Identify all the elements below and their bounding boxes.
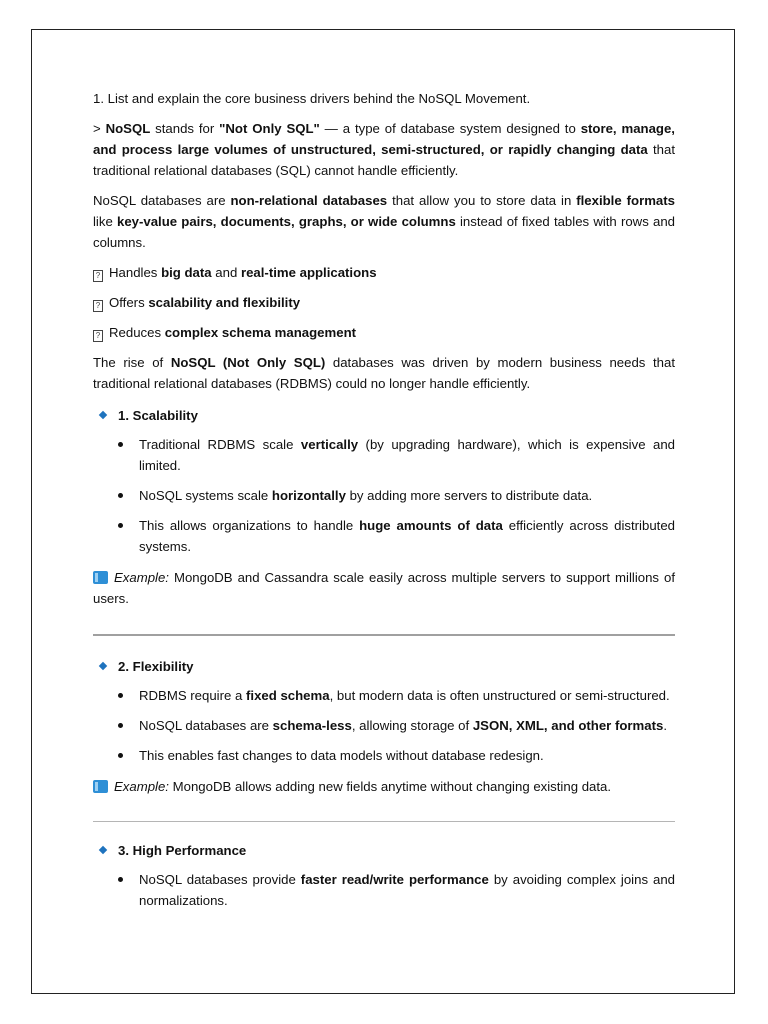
text-span: that traditional relational databases (SQL) cannot handle efficiently. — [93, 142, 675, 178]
text-span: , allowing storage of — [351, 718, 473, 733]
section-heading-flexibility — [93, 656, 675, 677]
text-span: stands for — [150, 121, 220, 136]
checkbox-glyph-icon: ? — [93, 270, 103, 282]
document-body — [93, 88, 675, 921]
text-span: RDBMS require a — [139, 688, 247, 703]
text-span: This allows organizations to handle — [139, 518, 360, 533]
example-label: Example: — [114, 779, 169, 794]
text-span: NoSQL systems scale — [139, 488, 272, 503]
bullet-dot-icon — [118, 753, 123, 758]
checkbox-glyph-icon: ? — [93, 300, 103, 312]
heading-text: 1. Scalability — [118, 408, 198, 423]
bold-span: key-value pairs, documents, graphs, or wide columns — [116, 214, 456, 229]
bold-span: faster read/write performance — [300, 872, 489, 887]
text-span: NoSQL databases provide — [139, 872, 301, 887]
text-span: like — [93, 214, 117, 229]
text-span: that allow you to store data in — [387, 193, 577, 208]
text-span: Handles — [109, 265, 162, 280]
text-span: MongoDB and Cassandra scale easily across multiple servers to support millions of users. — [93, 570, 675, 606]
bold-span: horizontally — [271, 488, 346, 503]
bold-span: NoSQL — [105, 121, 151, 136]
check-item-scalability — [93, 292, 675, 313]
document-page — [31, 29, 735, 994]
text-span: > — [93, 121, 106, 136]
text-span: databases was driven by modern business needs that traditional relational databases (RDBMS) could no longer handle efficiently. — [93, 355, 676, 391]
bold-span: huge amounts of data — [359, 518, 503, 533]
text-span: This enables fast changes to data models without database redesign. — [139, 748, 544, 763]
text-span: Offers — [109, 295, 149, 310]
section-divider — [93, 821, 675, 822]
bold-span: flexible formats — [576, 193, 675, 208]
bullet-dot-icon — [118, 723, 123, 728]
scalability-bullet-list — [93, 434, 675, 557]
check-item-big-data — [93, 262, 675, 283]
text-span: NoSQL databases are — [139, 718, 273, 733]
example-flexibility — [93, 776, 675, 797]
checkbox-glyph-icon: ? — [93, 330, 103, 342]
bullet-dot-icon — [118, 523, 123, 528]
flexibility-bullet-list — [93, 685, 675, 766]
rise-of-nosql-paragraph — [93, 352, 675, 394]
question-heading: 1. List and explain the core business drivers behind the NoSQL Movement. — [93, 91, 531, 106]
text-span: by adding more servers to distribute data. — [345, 488, 593, 503]
bold-span: scalability and flexibility — [148, 295, 301, 310]
list-item — [139, 515, 675, 557]
list-item — [139, 434, 675, 476]
check-item-schema — [93, 322, 675, 343]
nosql-formats-paragraph — [93, 190, 675, 253]
text-span: by avoiding complex joins and normalizations. — [139, 872, 676, 908]
list-item — [139, 869, 675, 911]
text-span: — a type of database system designed to — [319, 121, 581, 136]
section-divider — [93, 634, 675, 636]
text-span: MongoDB allows adding new fields anytime without changing existing data. — [168, 779, 612, 794]
bold-span: schema-less — [272, 718, 352, 733]
text-span: (by upgrading hardware), which is expensive and limited. — [139, 437, 676, 473]
text-span: NoSQL databases are — [93, 193, 231, 208]
book-icon — [93, 780, 108, 793]
diamond-bullet-icon — [99, 411, 107, 419]
text-span: efficiently across distributed systems. — [139, 518, 675, 554]
text-span: and — [211, 265, 241, 280]
text-span: , but modern data is often unstructured or semi-structured. — [329, 688, 670, 703]
bullet-dot-icon — [118, 493, 123, 498]
bold-span: complex schema management — [164, 325, 357, 340]
bold-span: store, manage, and process large volumes of unstructured, semi-structured, or rapidly changing data — [93, 121, 675, 157]
bullet-dot-icon — [118, 693, 123, 698]
list-item — [139, 485, 675, 506]
bold-span: big data — [161, 265, 212, 280]
bold-span: non-relational databases — [230, 193, 388, 208]
text-span: Reduces — [109, 325, 165, 340]
diamond-bullet-icon — [99, 846, 107, 854]
bold-span: "Not Only SQL" — [219, 121, 320, 136]
heading-text: 2. Flexibility — [118, 659, 194, 674]
book-icon — [93, 571, 108, 584]
bold-span: JSON, XML, and other formats — [472, 718, 664, 733]
text-span: instead of fixed tables with rows and columns. — [93, 214, 675, 250]
text-span: Traditional RDBMS scale — [139, 437, 301, 452]
text-span: The rise of — [93, 355, 171, 370]
section-heading-scalability — [93, 405, 675, 426]
bullet-dot-icon — [118, 442, 123, 447]
example-label: Example: — [114, 570, 169, 585]
bold-span: real-time applications — [240, 265, 377, 280]
nosql-definition-paragraph — [93, 118, 675, 181]
bullet-dot-icon — [118, 877, 123, 882]
section-heading-high-performance — [93, 840, 675, 861]
bold-span: fixed schema — [246, 688, 330, 703]
text-span: . — [663, 718, 668, 733]
list-item — [139, 715, 675, 736]
list-item — [139, 745, 675, 766]
list-item — [139, 685, 675, 706]
diamond-bullet-icon — [99, 662, 107, 670]
example-scalability — [93, 567, 675, 609]
bold-span: vertically — [300, 437, 359, 452]
bold-span: NoSQL (Not Only SQL) — [170, 355, 326, 370]
heading-text: 3. High Performance — [118, 843, 247, 858]
performance-bullet-list — [93, 869, 675, 911]
